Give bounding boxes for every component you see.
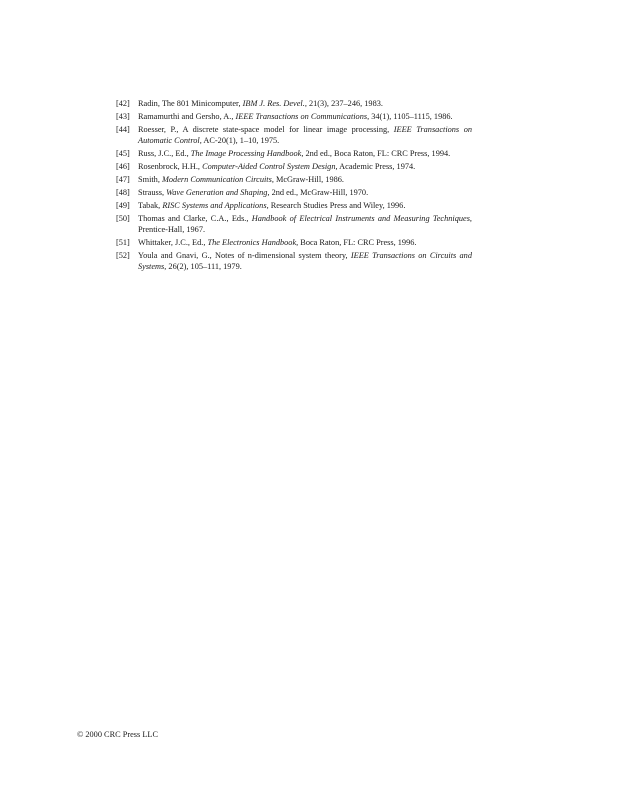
- reference-title: Modern Communication Circuits: [161, 174, 272, 184]
- reference-text: [138, 112, 453, 121]
- reference-item: [116, 250, 472, 273]
- reference-item: [116, 237, 472, 249]
- reference-text: [138, 162, 415, 171]
- reference-segment: , 34(1), 1105–1115, 1986.: [367, 111, 453, 121]
- reference-item: [116, 124, 472, 147]
- reference-segment: , AC-20(1), 1–10, 1975.: [199, 136, 280, 146]
- reference-number: [46]: [116, 162, 130, 172]
- reference-segment: , McGraw-Hill, 1986.: [271, 174, 344, 184]
- reference-item: [116, 187, 472, 199]
- reference-title: RISC Systems and Applications: [162, 200, 267, 210]
- reference-title: IEEE Transactions on Communications: [235, 111, 368, 121]
- reference-segment: , 21(3), 237–246, 1983.: [304, 99, 383, 108]
- reference-number: [50]: [116, 213, 130, 223]
- reference-text: [138, 149, 450, 158]
- reference-segment: Russ, J.C., Ed.,: [138, 149, 191, 159]
- reference-segment: Thomas and Clarke, C.A., Eds.,: [138, 213, 252, 223]
- reference-item: [116, 200, 472, 212]
- reference-segment: Tabak,: [138, 200, 163, 210]
- reference-segment: Youla and Gnavi, G., Notes of n-dimensional system theory,: [138, 250, 351, 260]
- reference-segment: , Prentice-Hall, 1967.: [138, 213, 472, 235]
- reference-title: Wave Generation and Shaping: [166, 187, 268, 197]
- reference-segment: , Academic Press, 1974.: [335, 162, 416, 172]
- reference-text: [138, 125, 472, 146]
- reference-title: IEEE Transactions on Automatic Control: [138, 124, 472, 146]
- reference-segment: Roesser, P., A discrete state-space model for linear image processing,: [138, 124, 394, 134]
- reference-segment: , 26(2), 105–111, 1979.: [164, 262, 242, 272]
- reference-title: IBM J. Res. Devel.: [242, 99, 305, 108]
- reference-title: The Electronics Handbook: [207, 238, 297, 248]
- reference-segment: , Boca Raton, FL: CRC Press, 1996.: [296, 238, 417, 248]
- reference-title: The Image Processing Handbook: [190, 149, 302, 159]
- reference-text: [138, 201, 405, 210]
- reference-number: [51]: [116, 238, 130, 248]
- reference-number: [45]: [116, 149, 130, 159]
- reference-segment: Radin, The 801 Minicomputer,: [138, 99, 243, 108]
- reference-segment: , Research Studies Press and Wiley, 1996.: [266, 200, 406, 210]
- reference-segment: Whittaker, J.C., Ed.,: [138, 238, 208, 248]
- reference-text: [138, 214, 472, 235]
- reference-segment: Smith,: [138, 174, 162, 184]
- reference-title: Handbook of Electrical Instruments and Measuring Techniques: [251, 213, 470, 223]
- reference-number: [48]: [116, 187, 130, 197]
- reference-number: [43]: [116, 111, 130, 121]
- reference-text: [138, 188, 368, 197]
- reference-text: [138, 238, 416, 247]
- reference-item: [116, 148, 472, 160]
- reference-number: [49]: [116, 200, 130, 210]
- reference-text: [138, 251, 472, 272]
- reference-item: [116, 111, 472, 123]
- reference-number: [44]: [116, 124, 130, 134]
- reference-segment: Rosenbrock, H.H.,: [138, 162, 203, 172]
- reference-title: Computer-Aided Control System Design: [202, 162, 336, 172]
- reference-title: IEEE Transactions on Circuits and Systems: [138, 250, 472, 272]
- reference-number: [42]: [116, 99, 130, 108]
- reference-segment: Strauss,: [138, 187, 167, 197]
- reference-number: [52]: [116, 250, 130, 260]
- reference-item: [116, 98, 472, 110]
- reference-number: [47]: [116, 174, 130, 184]
- reference-segment: , 2nd ed., Boca Raton, FL: CRC Press, 1994.: [301, 149, 451, 159]
- reference-item: [116, 161, 472, 173]
- reference-segment: , 2nd ed., McGraw-Hill, 1970.: [267, 187, 369, 197]
- reference-item: [116, 174, 472, 186]
- reference-text: [138, 99, 383, 108]
- reference-text: [138, 175, 344, 184]
- reference-segment: Ramamurthi and Gersho, A.,: [138, 111, 236, 121]
- copyright-footer: © 2000 CRC Press LLC: [77, 730, 158, 739]
- reference-list: [116, 98, 472, 274]
- reference-item: [116, 213, 472, 236]
